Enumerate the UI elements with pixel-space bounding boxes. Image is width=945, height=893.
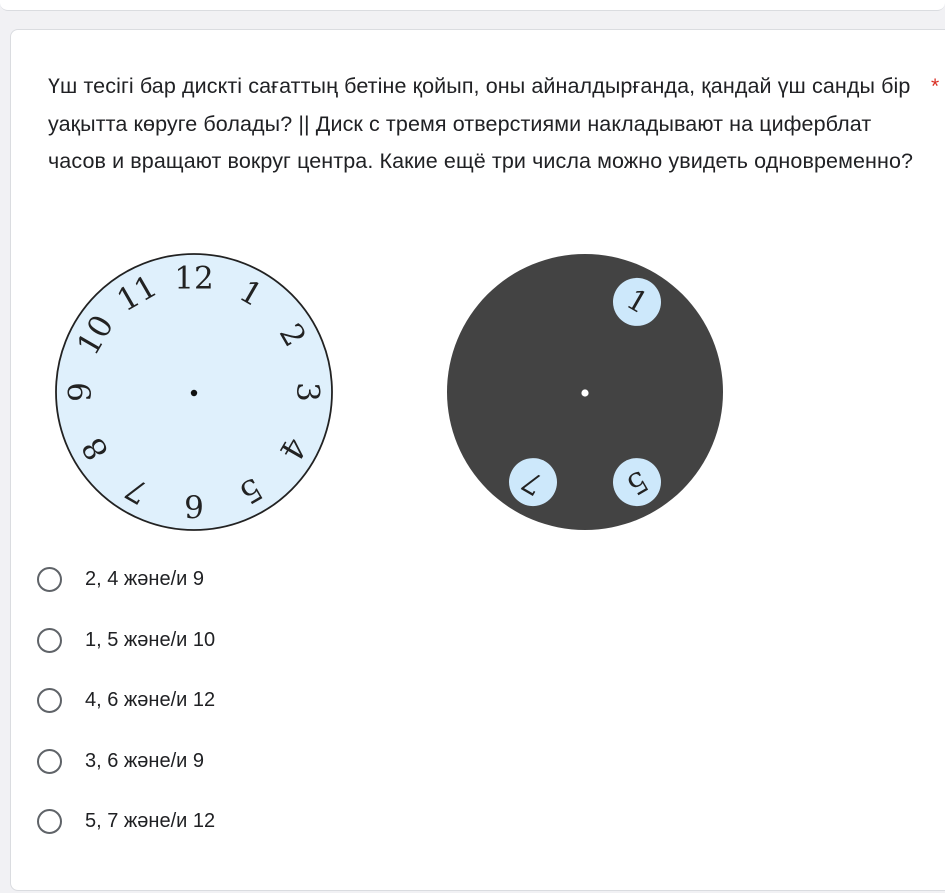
clock-face [56, 254, 332, 530]
rotating-disk [447, 254, 723, 530]
disk-hole-number: 5 [621, 463, 654, 503]
option-label: 5, 7 және/и 12 [85, 809, 216, 832]
option-label: 2, 4 және/и 9 [85, 567, 204, 590]
clock-center-dot [191, 390, 197, 396]
radio-button[interactable] [37, 567, 62, 592]
radio-button[interactable] [37, 809, 62, 834]
clock-number: 11 [111, 268, 164, 320]
radio-button[interactable] [37, 749, 62, 774]
option-label: 1, 5 және/и 10 [85, 628, 216, 651]
option-label: 3, 6 және/и 9 [85, 749, 204, 772]
clock-number: 8 [75, 431, 117, 467]
disk-hole-number: 1 [621, 281, 654, 321]
option-3[interactable] [37, 680, 437, 720]
clock-number: 3 [289, 382, 326, 402]
radio-button[interactable] [37, 688, 62, 713]
clock-number: 7 [119, 469, 155, 511]
option-1[interactable] [37, 559, 437, 599]
clock-number: 5 [233, 469, 269, 511]
clock-number: 6 [184, 487, 204, 524]
clock-number: 4 [271, 431, 313, 467]
disk-hole-number: 7 [516, 463, 549, 503]
radio-button[interactable] [37, 628, 62, 653]
clock-number: 2 [271, 317, 313, 353]
clock-number: 1 [233, 273, 269, 315]
disk-center-dot [581, 389, 588, 396]
clock-number: 10 [70, 309, 122, 362]
option-4[interactable] [37, 741, 437, 781]
required-asterisk: * [931, 75, 940, 98]
clock-number: 9 [62, 382, 99, 402]
option-2[interactable] [37, 620, 437, 660]
option-5[interactable] [37, 801, 437, 841]
clock-number: 12 [174, 260, 214, 297]
option-label: 4, 6 және/и 12 [85, 688, 216, 711]
question-text: Үш тесігі бар дискті сағаттың бетіне қойып, оны айналдырғанда, қандай үш санды бір уақытта көруге болады? || Диск с тремя отверстиями накладывают на циферблат часов и вращают вокруг центра. Какие ещё три числа можно увидеть одновременно? [48, 74, 914, 173]
